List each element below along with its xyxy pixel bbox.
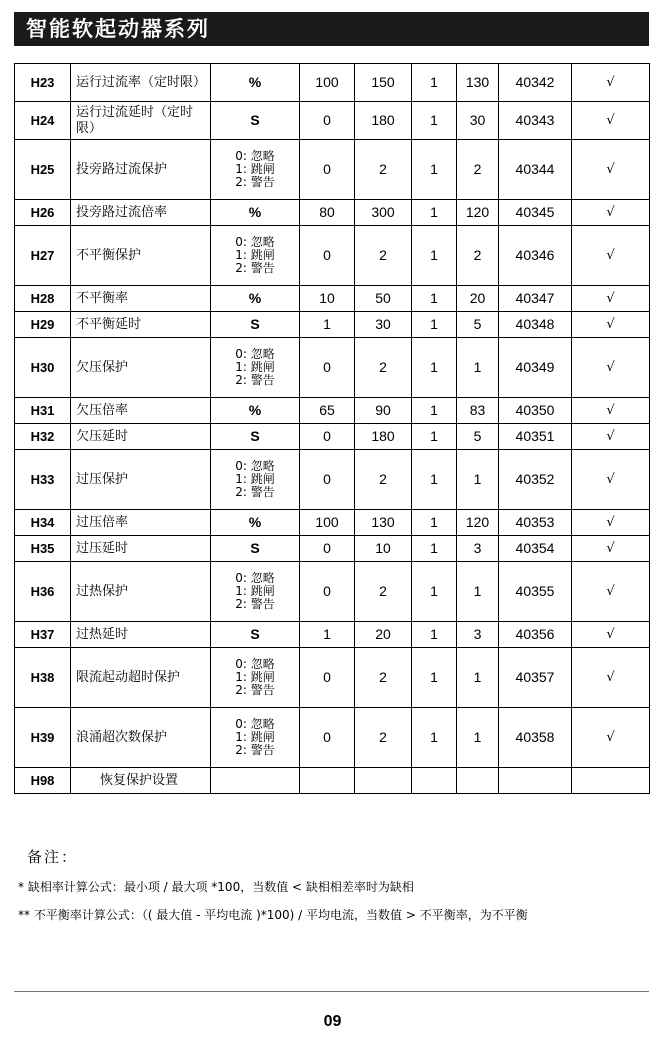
param-unit-cell: 0: 忽略 1: 跳闸 2: 警告 <box>211 562 300 622</box>
param-address-cell: 40350 <box>499 398 572 424</box>
footer-divider <box>14 991 649 992</box>
param-code-cell: H25 <box>15 140 71 200</box>
param-step-cell: 1 <box>412 536 457 562</box>
param-min-cell: 65 <box>300 398 355 424</box>
param-name-cell: 运行过流率（定时限） <box>71 64 211 102</box>
page-number: 09 <box>323 1013 342 1030</box>
table-row <box>15 622 650 648</box>
param-unit-cell: % <box>211 200 300 226</box>
param-unit-cell: % <box>211 64 300 102</box>
param-step-cell <box>412 768 457 794</box>
param-default-cell: 5 <box>457 424 499 450</box>
param-name-cell: 投旁路过流倍率 <box>71 200 211 226</box>
table-row <box>15 102 650 140</box>
param-default-cell: 2 <box>457 226 499 286</box>
param-unit-cell: 0: 忽略 1: 跳闸 2: 警告 <box>211 338 300 398</box>
param-name-cell: 恢复保护设置 <box>71 768 211 794</box>
param-default-cell: 83 <box>457 398 499 424</box>
param-check-cell: √ <box>572 200 650 226</box>
param-default-cell: 120 <box>457 200 499 226</box>
param-unit-cell: S <box>211 622 300 648</box>
param-step-cell: 1 <box>412 64 457 102</box>
param-min-cell: 0 <box>300 140 355 200</box>
param-step-cell: 1 <box>412 226 457 286</box>
param-max-cell: 50 <box>355 286 412 312</box>
notes-title: 备注： <box>27 848 79 866</box>
param-min-cell <box>300 768 355 794</box>
param-max-cell: 90 <box>355 398 412 424</box>
param-code-cell: H23 <box>15 64 71 102</box>
param-default-cell: 3 <box>457 536 499 562</box>
param-max-cell: 130 <box>355 510 412 536</box>
param-code-cell: H98 <box>15 768 71 794</box>
param-min-cell: 0 <box>300 536 355 562</box>
param-address-cell: 40356 <box>499 622 572 648</box>
param-code-cell: H29 <box>15 312 71 338</box>
param-unit-cell: S <box>211 102 300 140</box>
param-check-cell <box>572 768 650 794</box>
param-name-cell: 过压倍率 <box>71 510 211 536</box>
param-check-cell: √ <box>572 622 650 648</box>
param-address-cell: 40343 <box>499 102 572 140</box>
param-default-cell: 5 <box>457 312 499 338</box>
param-step-cell: 1 <box>412 648 457 708</box>
param-code-cell: H38 <box>15 648 71 708</box>
param-address-cell: 40357 <box>499 648 572 708</box>
param-name-cell: 不平衡延时 <box>71 312 211 338</box>
param-name-cell: 运行过流延时（定时限） <box>71 102 211 140</box>
param-name-cell: 限流起动超时保护 <box>71 648 211 708</box>
param-address-cell: 40349 <box>499 338 572 398</box>
param-max-cell: 2 <box>355 338 412 398</box>
table-row <box>15 562 650 622</box>
param-min-cell: 80 <box>300 200 355 226</box>
param-address-cell: 40346 <box>499 226 572 286</box>
param-min-cell: 0 <box>300 562 355 622</box>
param-min-cell: 0 <box>300 338 355 398</box>
param-max-cell: 2 <box>355 226 412 286</box>
param-step-cell: 1 <box>412 102 457 140</box>
param-name-cell: 投旁路过流保护 <box>71 140 211 200</box>
param-check-cell: √ <box>572 64 650 102</box>
param-check-cell: √ <box>572 450 650 510</box>
page-title: 智能软起动器系列 <box>26 17 210 41</box>
param-check-cell: √ <box>572 562 650 622</box>
param-address-cell: 40348 <box>499 312 572 338</box>
param-address-cell: 40342 <box>499 64 572 102</box>
param-check-cell: √ <box>572 312 650 338</box>
table-row <box>15 398 650 424</box>
param-min-cell: 0 <box>300 424 355 450</box>
param-unit-cell: % <box>211 286 300 312</box>
param-unit-cell: 0: 忽略 1: 跳闸 2: 警告 <box>211 450 300 510</box>
param-check-cell: √ <box>572 536 650 562</box>
param-min-cell: 100 <box>300 64 355 102</box>
param-name-cell: 不平衡率 <box>71 286 211 312</box>
table-row <box>15 64 650 102</box>
param-max-cell <box>355 768 412 794</box>
param-address-cell: 40351 <box>499 424 572 450</box>
param-min-cell: 0 <box>300 226 355 286</box>
param-unit-cell: 0: 忽略 1: 跳闸 2: 警告 <box>211 648 300 708</box>
param-code-cell: H28 <box>15 286 71 312</box>
table-row <box>15 536 650 562</box>
param-max-cell: 180 <box>355 102 412 140</box>
param-name-cell: 过压保护 <box>71 450 211 510</box>
param-name-cell: 过热延时 <box>71 622 211 648</box>
param-max-cell: 180 <box>355 424 412 450</box>
param-max-cell: 2 <box>355 708 412 768</box>
param-name-cell: 欠压延时 <box>71 424 211 450</box>
param-address-cell: 40355 <box>499 562 572 622</box>
param-check-cell: √ <box>572 102 650 140</box>
param-unit-cell: 0: 忽略 1: 跳闸 2: 警告 <box>211 708 300 768</box>
param-address-cell: 40358 <box>499 708 572 768</box>
param-step-cell: 1 <box>412 622 457 648</box>
table-row <box>15 510 650 536</box>
note-line-imbalance: ** 不平衡率计算公式：（( 最大值 - 平均电流 )*100) / 平均电流，当数值 > 不平衡率，为不平衡 <box>18 908 528 922</box>
param-min-cell: 10 <box>300 286 355 312</box>
param-unit-cell: % <box>211 398 300 424</box>
param-code-cell: H26 <box>15 200 71 226</box>
parameter-table <box>14 63 650 794</box>
table-row <box>15 648 650 708</box>
param-default-cell: 1 <box>457 450 499 510</box>
param-address-cell: 40344 <box>499 140 572 200</box>
param-min-cell: 0 <box>300 450 355 510</box>
param-max-cell: 2 <box>355 450 412 510</box>
param-code-cell: H32 <box>15 424 71 450</box>
param-min-cell: 0 <box>300 102 355 140</box>
param-check-cell: √ <box>572 286 650 312</box>
param-unit-cell: 0: 忽略 1: 跳闸 2: 警告 <box>211 226 300 286</box>
param-step-cell: 1 <box>412 140 457 200</box>
param-code-cell: H27 <box>15 226 71 286</box>
param-max-cell: 2 <box>355 648 412 708</box>
param-check-cell: √ <box>572 226 650 286</box>
param-check-cell: √ <box>572 510 650 536</box>
param-step-cell: 1 <box>412 398 457 424</box>
param-max-cell: 10 <box>355 536 412 562</box>
param-name-cell: 过热保护 <box>71 562 211 622</box>
param-check-cell: √ <box>572 398 650 424</box>
param-default-cell: 120 <box>457 510 499 536</box>
param-min-cell: 1 <box>300 312 355 338</box>
param-unit-cell: S <box>211 424 300 450</box>
param-check-cell: √ <box>572 338 650 398</box>
param-step-cell: 1 <box>412 286 457 312</box>
param-step-cell: 1 <box>412 338 457 398</box>
param-step-cell: 1 <box>412 200 457 226</box>
param-default-cell: 1 <box>457 338 499 398</box>
param-name-cell: 欠压保护 <box>71 338 211 398</box>
table-row <box>15 768 650 794</box>
param-min-cell: 1 <box>300 622 355 648</box>
param-default-cell: 30 <box>457 102 499 140</box>
param-address-cell: 40353 <box>499 510 572 536</box>
param-check-cell: √ <box>572 648 650 708</box>
param-code-cell: H33 <box>15 450 71 510</box>
param-check-cell: √ <box>572 424 650 450</box>
param-default-cell: 3 <box>457 622 499 648</box>
table-row <box>15 286 650 312</box>
param-code-cell: H34 <box>15 510 71 536</box>
param-min-cell: 0 <box>300 648 355 708</box>
param-code-cell: H24 <box>15 102 71 140</box>
table-row <box>15 338 650 398</box>
param-default-cell: 130 <box>457 64 499 102</box>
param-default-cell: 1 <box>457 708 499 768</box>
table-row <box>15 200 650 226</box>
param-address-cell <box>499 768 572 794</box>
table-row <box>15 140 650 200</box>
param-address-cell: 40347 <box>499 286 572 312</box>
note-line-phase-loss: * 缺相率计算公式：最小项 / 最大项 *100，当数值 < 缺相相差率时为缺相 <box>18 880 414 894</box>
param-code-cell: H35 <box>15 536 71 562</box>
param-default-cell: 1 <box>457 648 499 708</box>
param-default-cell: 20 <box>457 286 499 312</box>
table-row <box>15 450 650 510</box>
param-max-cell: 30 <box>355 312 412 338</box>
param-default-cell: 1 <box>457 562 499 622</box>
param-unit-cell <box>211 768 300 794</box>
param-name-cell: 过压延时 <box>71 536 211 562</box>
param-step-cell: 1 <box>412 708 457 768</box>
table-row <box>15 226 650 286</box>
param-name-cell: 不平衡保护 <box>71 226 211 286</box>
param-address-cell: 40352 <box>499 450 572 510</box>
param-code-cell: H36 <box>15 562 71 622</box>
param-check-cell: √ <box>572 708 650 768</box>
param-name-cell: 欠压倍率 <box>71 398 211 424</box>
param-unit-cell: S <box>211 536 300 562</box>
table-row <box>15 708 650 768</box>
param-min-cell: 0 <box>300 708 355 768</box>
param-step-cell: 1 <box>412 312 457 338</box>
param-code-cell: H37 <box>15 622 71 648</box>
param-max-cell: 2 <box>355 562 412 622</box>
param-address-cell: 40354 <box>499 536 572 562</box>
param-name-cell: 浪涌超次数保护 <box>71 708 211 768</box>
param-step-cell: 1 <box>412 510 457 536</box>
param-check-cell: √ <box>572 140 650 200</box>
param-code-cell: H31 <box>15 398 71 424</box>
param-max-cell: 20 <box>355 622 412 648</box>
param-default-cell <box>457 768 499 794</box>
param-step-cell: 1 <box>412 450 457 510</box>
param-min-cell: 100 <box>300 510 355 536</box>
param-code-cell: H39 <box>15 708 71 768</box>
param-unit-cell: 0: 忽略 1: 跳闸 2: 警告 <box>211 140 300 200</box>
param-unit-cell: % <box>211 510 300 536</box>
param-default-cell: 2 <box>457 140 499 200</box>
param-step-cell: 1 <box>412 562 457 622</box>
param-max-cell: 2 <box>355 140 412 200</box>
param-max-cell: 300 <box>355 200 412 226</box>
header-bar <box>14 12 649 46</box>
param-code-cell: H30 <box>15 338 71 398</box>
table-row <box>15 424 650 450</box>
param-step-cell: 1 <box>412 424 457 450</box>
table-row <box>15 312 650 338</box>
param-address-cell: 40345 <box>499 200 572 226</box>
param-unit-cell: S <box>211 312 300 338</box>
param-max-cell: 150 <box>355 64 412 102</box>
